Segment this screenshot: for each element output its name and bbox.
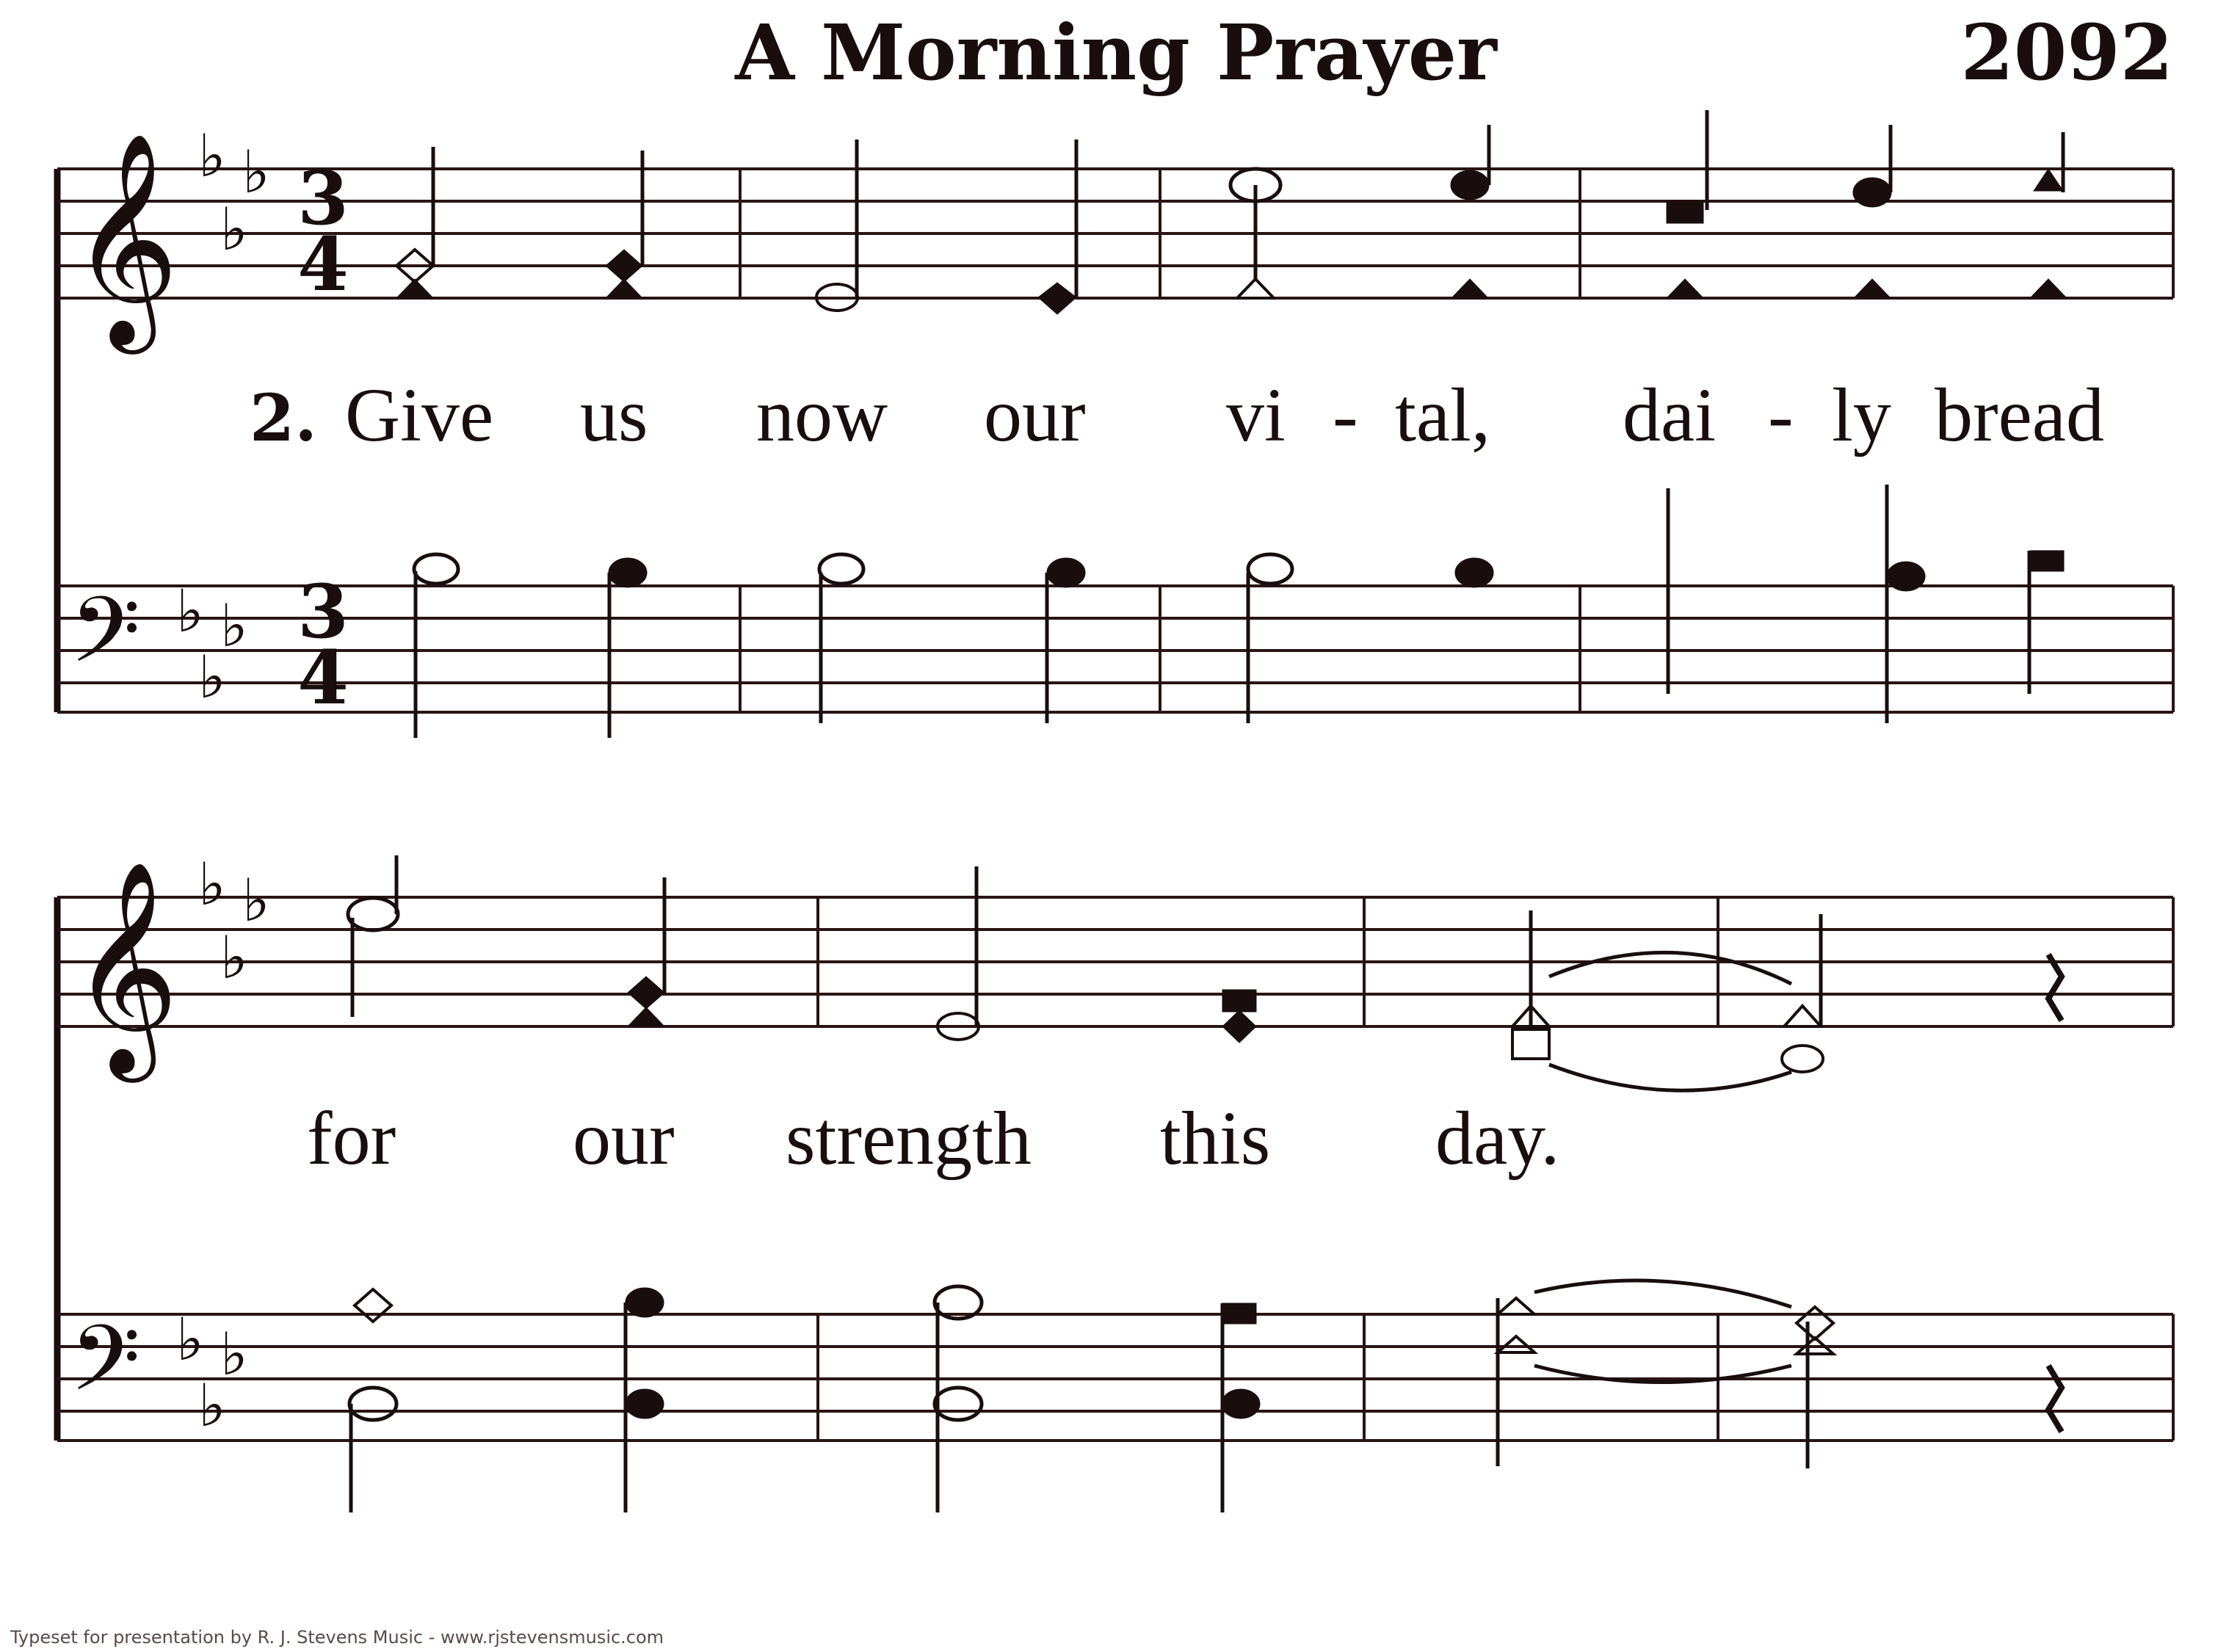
flat-icon: ♭ (242, 138, 270, 206)
system-1 (57, 110, 2173, 738)
hymn-number: 2092 (1960, 7, 2173, 98)
lyric-syllable: tal, (1395, 373, 1490, 457)
system-2 (57, 850, 2173, 1512)
lyric-syllable: our (984, 373, 1086, 457)
flat-icon: ♭ (220, 592, 248, 660)
bass-clef-icon: 𝄢 (70, 578, 141, 706)
flat-icon: ♭ (220, 195, 248, 264)
bass-staff-1 (57, 485, 2173, 738)
time-sig-top: 3 (297, 155, 349, 242)
lyric-syllable: vi (1226, 373, 1286, 457)
lyric-syllable: for (307, 1096, 396, 1181)
lyric-syllable: now (756, 373, 888, 457)
flat-icon: ♭ (198, 643, 226, 711)
lyric-hyphen: - (1768, 373, 1794, 457)
lyric-syllable: ly (1832, 373, 1891, 457)
hymn-title: A Morning Prayer (735, 7, 1497, 98)
flat-icon: ♭ (198, 1372, 226, 1440)
lyric-syllable: strength (786, 1096, 1032, 1181)
notes-bass-1 (414, 485, 2064, 738)
flat-icon: ♭ (220, 924, 248, 992)
treble-clef-icon: 𝄞 (70, 131, 179, 344)
bass-staff-2 (57, 1280, 2173, 1512)
lyric-syllable: this (1160, 1096, 1271, 1181)
lyric-syllable: us (580, 373, 648, 457)
flat-icon: ♭ (198, 122, 226, 190)
flat-icon: ♭ (176, 1305, 204, 1374)
treble-staff-1 (57, 110, 2173, 355)
lyric-syllable: dai (1623, 373, 1717, 457)
lyric-syllable: our (573, 1096, 675, 1181)
flat-icon: ♭ (242, 866, 270, 935)
notes-treble-2 (348, 855, 2062, 1090)
time-sig-bottom: 4 (297, 221, 349, 308)
lyric-syllable: Give (345, 373, 494, 457)
flat-icon: ♭ (198, 850, 226, 919)
flat-icon: ♭ (220, 1320, 248, 1388)
typesetter-credit: Typeset for presentation by R. J. Stevens Music - www.rjstevensmusic.com (10, 1627, 664, 1648)
treble-clef-icon: 𝄞 (70, 859, 179, 1073)
bass-clef-icon: 𝄢 (70, 1306, 141, 1434)
lyrics-line-1 (250, 373, 2104, 457)
lyric-hyphen: - (1333, 373, 1358, 457)
treble-staff-2 (57, 850, 2173, 1090)
time-sig-top: 3 (297, 568, 349, 655)
flat-icon: ♭ (176, 577, 204, 645)
lyric-syllable: bread (1935, 373, 2104, 457)
lyric-syllable: day. (1435, 1096, 1560, 1181)
notes-treble-1 (396, 110, 2067, 314)
verse-number: 2. (250, 380, 317, 456)
time-sig-bottom: 4 (297, 634, 349, 721)
lyrics-line-2 (307, 1096, 1559, 1181)
